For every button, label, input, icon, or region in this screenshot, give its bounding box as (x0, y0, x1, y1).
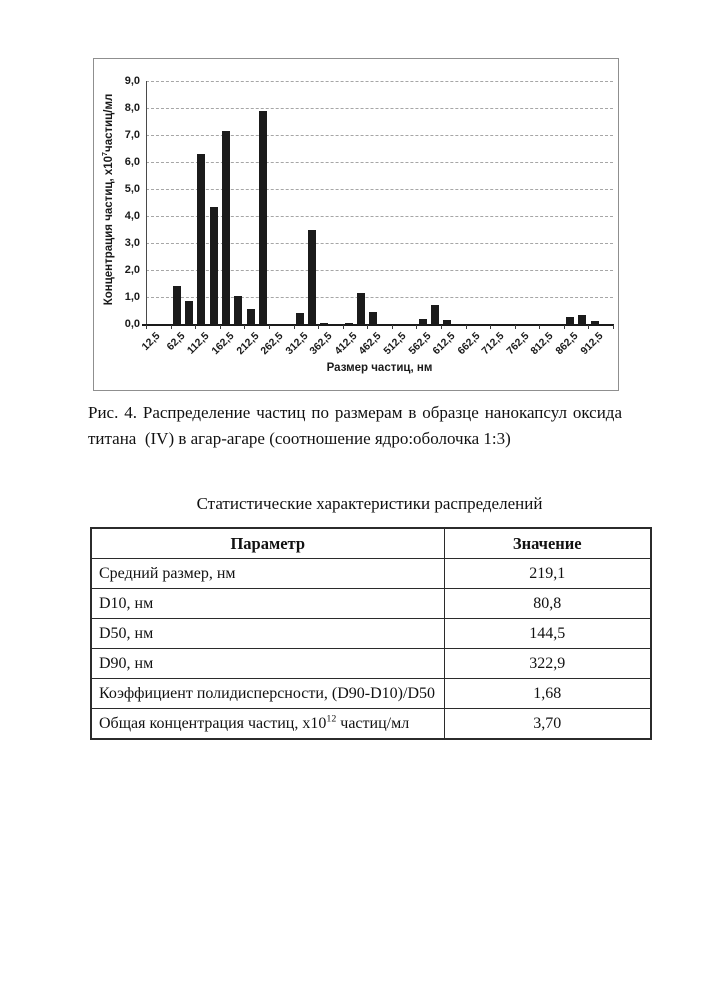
x-tick-label: 12,5 (139, 330, 163, 353)
x-tick-label: 512,5 (381, 330, 409, 358)
x-tick-label: 762,5 (504, 330, 532, 358)
x-tick-label: 662,5 (455, 330, 483, 358)
axis-tick-mark (539, 325, 540, 329)
x-tick-label: 562,5 (405, 330, 433, 358)
y-tick-label: 3,0 (124, 237, 140, 249)
axis-tick-mark (195, 325, 196, 329)
value-cell: 219,1 (444, 559, 651, 589)
bar (173, 286, 181, 324)
axis-tick-mark (441, 325, 442, 329)
y-tick-label: 5,0 (124, 183, 140, 195)
axis-tick-mark (269, 325, 270, 329)
axis-tick-mark (318, 325, 319, 329)
axis-tick-mark (392, 325, 393, 329)
table-row (91, 709, 651, 740)
y-tick-label: 1,0 (124, 291, 140, 303)
table-row (91, 649, 651, 679)
table-row (91, 679, 651, 709)
bar (185, 301, 193, 324)
x-tick-label: 812,5 (528, 330, 556, 358)
parameter-cell: Средний размер, нм (91, 559, 444, 589)
x-tick-label: 362,5 (307, 330, 335, 358)
y-axis-line (146, 81, 147, 325)
axis-tick-mark (613, 325, 614, 329)
value-cell: 144,5 (444, 619, 651, 649)
axis-tick-mark (416, 325, 417, 329)
x-tick-label: 262,5 (258, 330, 286, 358)
value-cell: 3,70 (444, 709, 651, 740)
x-tick-label: 62,5 (164, 330, 188, 353)
bar (431, 305, 439, 324)
gridline (146, 81, 613, 82)
y-axis-title: Концентрация частиц, $х10^7частиц/мл$ (101, 93, 115, 306)
parameter-cell: D50, нм (91, 619, 444, 649)
axis-tick-mark (466, 325, 467, 329)
y-tick-label: 2,0 (124, 264, 140, 276)
table-title: Статистические характеристики распределений (196, 494, 543, 513)
x-tick-label: 912,5 (578, 330, 606, 358)
stats-table (90, 527, 652, 740)
value-cell: 322,9 (444, 649, 651, 679)
axis-tick-mark (343, 325, 344, 329)
axis-tick-mark (244, 325, 245, 329)
bar (296, 313, 304, 324)
bar (357, 293, 365, 324)
gridline (146, 135, 613, 136)
axis-tick-mark (490, 325, 491, 329)
axis-tick-mark (146, 325, 147, 329)
x-tick-label: 162,5 (209, 330, 237, 358)
y-tick-label: 6,0 (124, 156, 140, 168)
table-header-row (91, 528, 651, 559)
column-header-parameter: Параметр (91, 528, 444, 559)
axis-tick-mark (171, 325, 172, 329)
axis-tick-mark (294, 325, 295, 329)
y-tick-label: 4,0 (124, 210, 140, 222)
figure-caption (88, 400, 622, 452)
value-cell: 80,8 (444, 589, 651, 619)
figure-caption-line1: Рис. 4. Распределение частиц по размерам в образце нанокапсул оксида (88, 403, 622, 422)
y-tick-label: 9,0 (124, 75, 140, 87)
value-cell: 1,68 (444, 679, 651, 709)
column-header-value: Значение (444, 528, 651, 559)
gridline (146, 162, 613, 163)
parameter-cell: D10, нм (91, 589, 444, 619)
axis-tick-mark (564, 325, 565, 329)
axis-tick-mark (220, 325, 221, 329)
table-row (91, 619, 651, 649)
x-tick-label: 112,5 (185, 330, 212, 357)
figure-caption-line2: титана (IV) в агар-агаре (соотношение ядро:оболочка 1:3) (88, 429, 511, 448)
bar (234, 296, 242, 324)
stats-table-body (91, 559, 651, 740)
x-tick-label: 612,5 (430, 330, 458, 358)
x-tick-label: 412,5 (332, 330, 360, 358)
y-tick-label: 8,0 (124, 102, 140, 114)
axis-tick-mark (367, 325, 368, 329)
parameter-cell: Общая концентрация частиц, $х10^{12}$ частиц/мл (91, 709, 444, 740)
y-tick-label: 7,0 (124, 129, 140, 141)
x-tick-label: 212,5 (233, 330, 261, 358)
bar (566, 317, 574, 324)
x-tick-label: 862,5 (553, 330, 581, 358)
bar (247, 309, 255, 324)
y-tick-label: 0,0 (124, 318, 140, 330)
table-row (91, 589, 651, 619)
gridline (146, 189, 613, 190)
x-tick-label: 712,5 (479, 330, 507, 358)
bar (578, 315, 586, 324)
parameter-cell: D90, нм (91, 649, 444, 679)
bar (308, 230, 316, 325)
axis-tick-mark (515, 325, 516, 329)
bar (197, 154, 205, 324)
gridline (146, 108, 613, 109)
x-axis-line (142, 324, 614, 326)
plot-area (146, 81, 613, 324)
bar (369, 312, 377, 324)
particle-size-chart (93, 58, 619, 391)
bar (210, 207, 218, 324)
parameter-cell: Коэффициент полидисперсности, (D90-D10)/D50 (91, 679, 444, 709)
bar (222, 131, 230, 324)
axis-tick-mark (588, 325, 589, 329)
x-tick-label: 312,5 (283, 330, 311, 358)
table-row (91, 559, 651, 589)
x-axis-title: Размер частиц, нм (326, 362, 433, 374)
x-tick-label: 462,5 (356, 330, 384, 358)
bar (259, 111, 267, 324)
